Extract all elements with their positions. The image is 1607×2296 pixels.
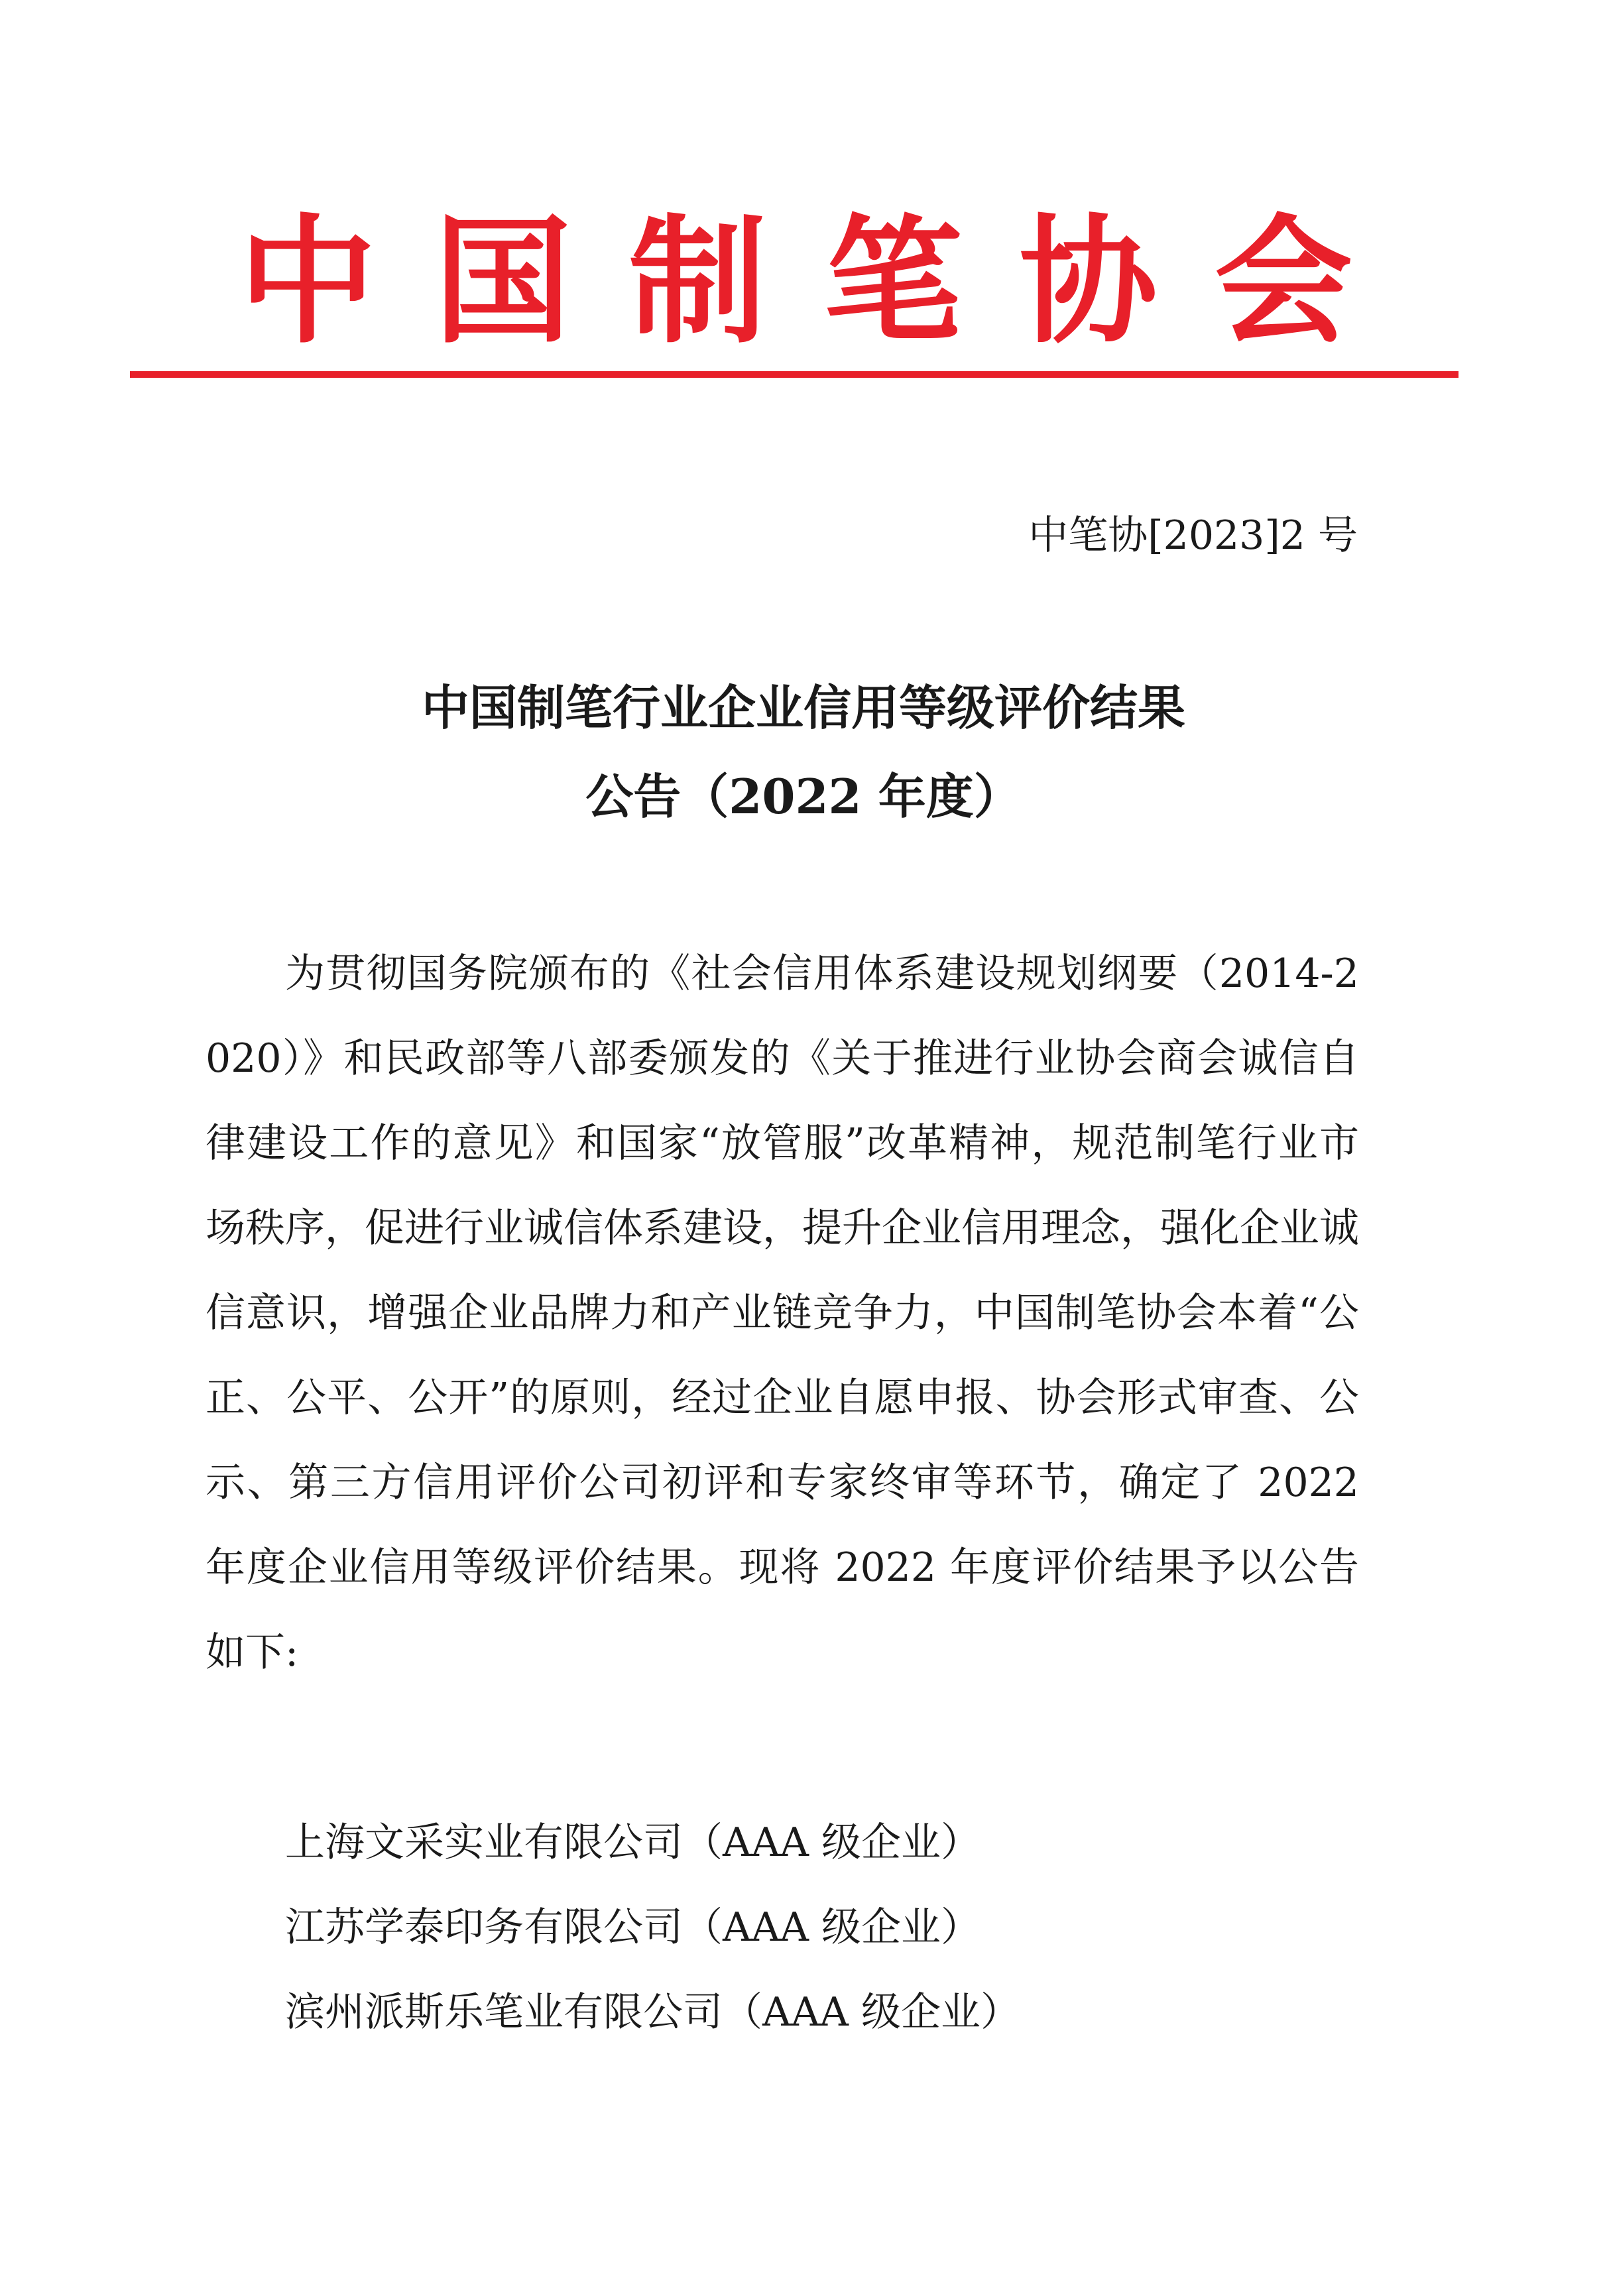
letterhead-char: 协 xyxy=(1019,201,1158,363)
letterhead-char: 会 xyxy=(1214,201,1352,363)
result-list xyxy=(285,1800,1020,2055)
document-title-line-2: 公告（2022 年度） xyxy=(585,768,1022,825)
organization-letterhead xyxy=(239,199,1352,365)
body-paragraph: 为贯彻国务院颁布的《社会信用体系建设规划纲要（2014-2020）》和民政部等八部委颁发的《关于推进行业协会商会诚信自律建设工作的意见》和国家“放管服”改革精神，规范制笔行业市场秩序，促进行业诚信体系建设，提升企业信用理念，强化企业诚信意识，增强企业品牌力和产业链竞争力，中国制笔协会本着“公正、公平、公开”的原则，经过企业自愿申报、协会形式审查、公示、第三方信用评价公司初评和专家终审等环节，确定了 2022 年度企业信用等级评价结果。现将 2022 年度评价结果予以公告如下: xyxy=(206,950,1359,1676)
document-title-line-1: 中国制笔行业企业信用等级评价结果 xyxy=(421,679,1185,736)
list-item: 滨州派斯乐笔业有限公司（AAA 级企业） xyxy=(285,1989,1021,2036)
letterhead-char: 制 xyxy=(628,201,767,363)
letterhead-divider xyxy=(130,371,1458,378)
list-item: 江苏学泰印务有限公司（AAA 级企业） xyxy=(285,1904,981,1951)
letterhead-char: 国 xyxy=(434,201,572,363)
letterhead-char: 中 xyxy=(239,201,377,363)
document-number: 中笔协[2023]2 号 xyxy=(1028,512,1358,559)
list-item: 上海文采实业有限公司（AAA 级企业） xyxy=(285,1819,981,1866)
letterhead-char: 笔 xyxy=(824,201,963,363)
